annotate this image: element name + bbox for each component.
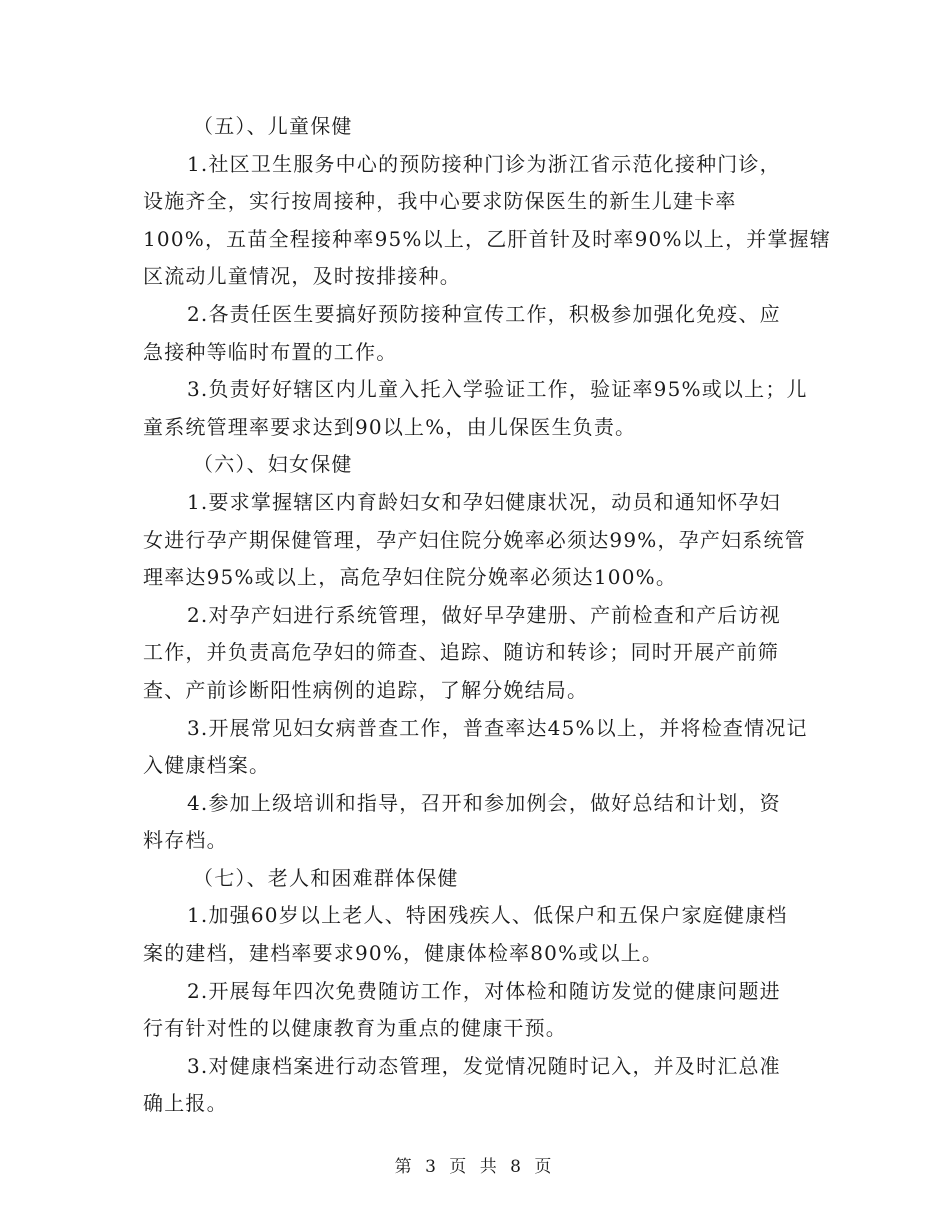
paragraph-line: 1.要求掌握辖区内育龄妇女和孕妇健康状况，动员和通知怀孕妇	[187, 489, 781, 514]
document-body	[143, 108, 832, 1123]
paragraph-line: 3.对健康档案进行动态管理，发觉情况随时记入，并及时汇总准	[187, 1053, 781, 1078]
section-heading-children: （五）、儿童保健	[193, 114, 353, 138]
paragraph-line: 理率达95%或以上，高危孕妇住院分娩率必须达100%。	[143, 565, 678, 590]
paragraph-line: 案的建档，建档率要求90%，健康体检率80%或以上。	[143, 941, 664, 966]
page-number-label: 第 3 页 共 8 页	[394, 1157, 556, 1177]
paragraph-line: 设施齐全，实行按周接种，我中心要求防保医生的新生儿建卡率	[143, 189, 737, 214]
paragraph-line: 2.各责任医生要搞好预防接种宣传工作，积极参加强化免疫、应	[187, 301, 781, 326]
paragraph-line: 料存档。	[143, 828, 228, 853]
paragraph-line: 4.参加上级培训和指导，召开和参加例会，做好总结和计划，资	[187, 790, 781, 815]
paragraph-line: 2.开展每年四次免费随访工作，对体检和随访发觉的健康问题进	[187, 978, 781, 1003]
paragraph-line: 童系统管理率要求达到90以上%，由儿保医生负责。	[143, 414, 637, 439]
paragraph-line: 3.负责好好辖区内儿童入托入学验证工作，验证率95%或以上；儿	[187, 377, 808, 402]
paragraph-line: 工作，并负责高危孕妇的筛查、追踪、随访和转诊；同时开展产前筛	[143, 640, 779, 665]
paragraph-line: 女进行孕产期保健管理，孕产妇住院分娩率必须达99%，孕产妇系统管	[143, 527, 806, 552]
paragraph-line: 急接种等临时布置的工作。	[143, 339, 398, 364]
page-footer	[0, 1152, 950, 1177]
paragraph-line: 行有针对性的以健康教育为重点的健康干预。	[143, 1016, 567, 1041]
paragraph-line: 3.开展常见妇女病普查工作，普查率达45%以上，并将检查情况记	[187, 715, 808, 740]
paragraph-line: 确上报。	[143, 1091, 228, 1116]
paragraph-line: 入健康档案。	[143, 753, 271, 778]
paragraph-line: 1.加强60岁以上老人、特困残疾人、低保户和五保户家庭健康档	[187, 903, 788, 928]
paragraph-line: 查、产前诊断阳性病例的追踪，了解分娩结局。	[143, 677, 589, 702]
paragraph-line: 区流动儿童情况，及时按排接种。	[143, 264, 461, 289]
paragraph-line: 100%，五苗全程接种率95%以上，乙肝首针及时率90%以上，并掌握辖	[143, 226, 832, 251]
section-heading-elderly: （七）、老人和困难群体保健	[193, 865, 459, 890]
paragraph-line: 2.对孕产妇进行系统管理，做好早孕建册、产前检查和产后访视	[187, 602, 781, 627]
section-heading-women: （六）、妇女保健	[193, 452, 353, 477]
paragraph-line: 1.社区卫生服务中心的预防接种门诊为浙江省示范化接种门诊，	[187, 151, 781, 176]
